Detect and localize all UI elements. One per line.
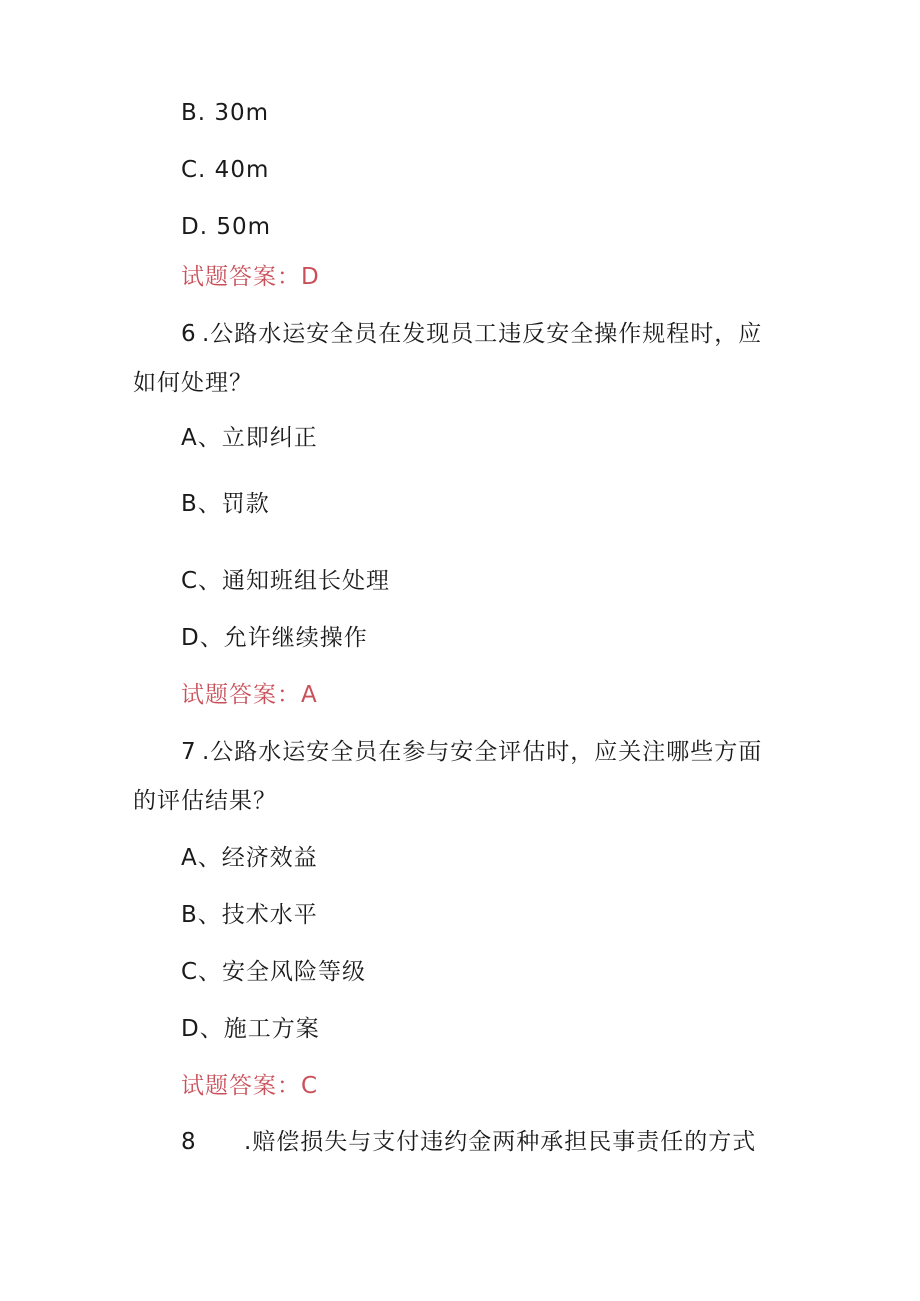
option-a: A、经济效益 — [181, 845, 318, 871]
question-text-continued: 如何处理？ — [133, 370, 253, 396]
option-d: D. 50m — [181, 214, 272, 240]
answer-label: 试题答案：A — [181, 682, 318, 708]
option-c: C. 40m — [181, 157, 270, 183]
option-b: B、技术水平 — [181, 902, 318, 928]
option-d: D、施工方案 — [181, 1016, 320, 1042]
question-text: .公路水运安全员在发现员工违反安全操作规程时，应 — [202, 321, 763, 347]
question-text: .赔偿损失与支付违约金两种承担民事责任的方式 — [244, 1129, 757, 1155]
question-number: 6 — [181, 321, 197, 347]
option-c: C、安全风险等级 — [181, 959, 367, 985]
question-text-continued: 的评估结果？ — [133, 788, 277, 814]
option-d: D、允许继续操作 — [181, 625, 368, 651]
answer-label: 试题答案：D — [181, 264, 320, 290]
option-b: B、罚款 — [181, 491, 270, 517]
option-b: B. 30m — [181, 100, 270, 126]
question-number: 7 — [181, 739, 197, 765]
question-text: .公路水运安全员在参与安全评估时，应关注哪些方面 — [202, 739, 763, 765]
option-a: A、立即纠正 — [181, 425, 318, 451]
answer-label: 试题答案：C — [181, 1073, 319, 1099]
question-number: 8 — [181, 1129, 197, 1155]
option-c: C、通知班组长处理 — [181, 568, 391, 594]
